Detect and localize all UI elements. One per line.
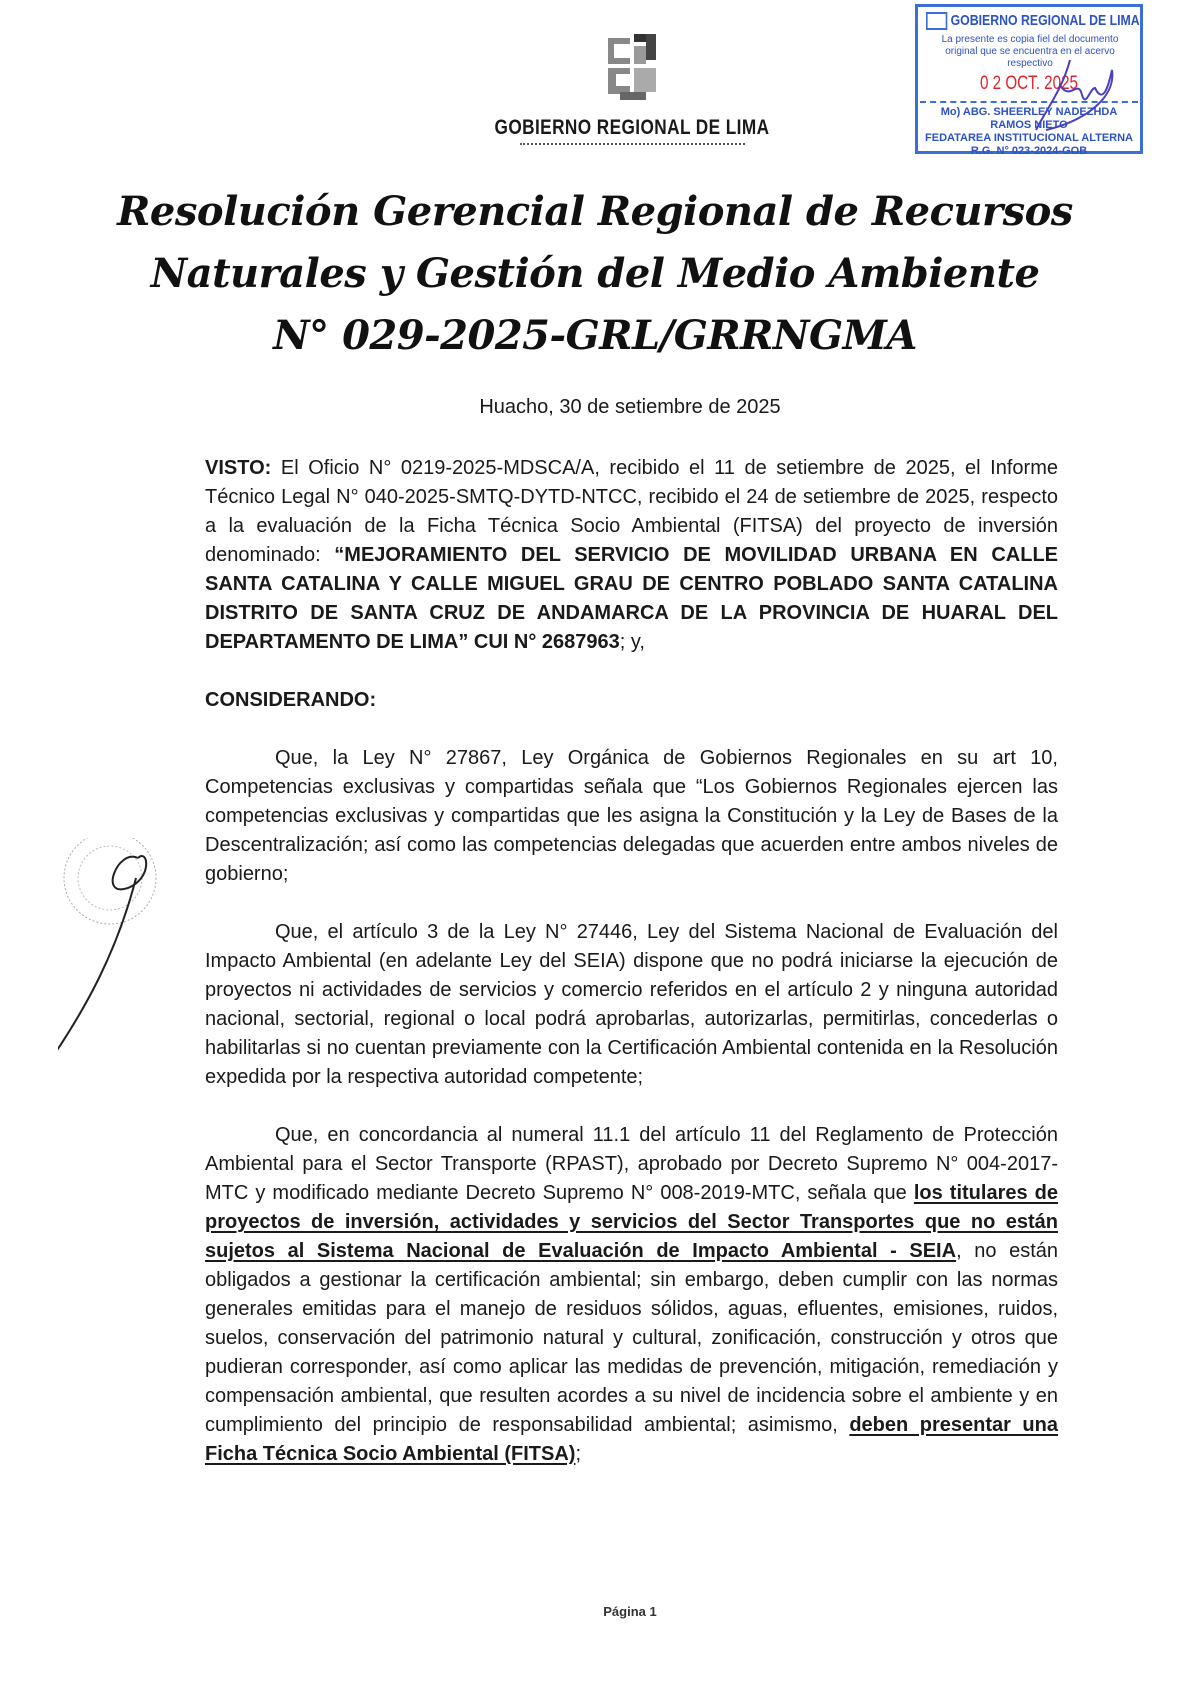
visto-text: El Oficio N° 0219-2025-MDSCA/A, recibido el 11 de setiembre de 2025, el Informe Técnico Legal N° 040-2025-SMTQ-DYTD-NTCC, recibido el 24 de setiembre de 2025, respecto a la evaluación de la Ficha Técnica Socio Ambiental (FITSA) del proyecto de inversión denominado: bbox=[205, 457, 1058, 566]
resolution-title-line2: Naturales y Gestión del Medio Ambiente bbox=[150, 250, 1040, 297]
p3-emphasis: los titulares de proyectos de inversión, actividades y servicios del Sector Transportes que no están sujetos al Sistema Nacional de Evaluación de Impacto Ambiental - SEIA bbox=[205, 1182, 1058, 1262]
visto-bueno-seal bbox=[58, 838, 178, 1078]
visto-end: ; y, bbox=[619, 631, 645, 653]
considerando-heading: CONSIDERANDO: bbox=[205, 689, 377, 711]
organization-name: GOBIERNO REGIONAL DE LIMA bbox=[494, 116, 770, 139]
document-date: Huacho, 30 de setiembre de 2025 bbox=[479, 396, 781, 418]
p3-text: , no están obligados a gestionar la certificación ambiental; sin embargo, deben cumplir con las normas generales emitidas para el manejo de residuos sólidos, aguas, efluentes, emisiones, ruidos, suelos, conservación del patrimonio natural y cultural, zonificación, construcción y otros que pudieran corresponder, así como aplicar las medidas de prevención, mitigación, remediación y compensación ambiental, que resulten acordes a su nivel de incidencia sobre el ambiente y en cumplimiento del principio de responsabilidad ambiental; asimismo, bbox=[205, 1240, 1059, 1436]
document-body bbox=[205, 454, 1058, 1498]
divider bbox=[520, 143, 745, 145]
stamp-header bbox=[926, 12, 1140, 30]
p3-text: ; bbox=[575, 1443, 581, 1465]
paragraph-3 bbox=[205, 1121, 1058, 1469]
p3-emphasis: deben presentar una Ficha Técnica Socio Ambiental (FITSA) bbox=[205, 1414, 1058, 1465]
paragraph-1: Que, la Ley N° 27867, Ley Orgánica de Gobiernos Regionales en su art 10, Competencias exclusivas y compartidas señala que “Los Gobiernos Regionales ejercen las competencias exclusivas y compartidas que les asigna la Constitución y la Ley de Bases de la Descentralización; así como las competencias delegadas que acuerden entre ambos niveles de gobierno; bbox=[205, 747, 1058, 885]
stamp-signature bbox=[1010, 40, 1130, 140]
resolution-number: N° 029-2025-GRL/GRRNGMA bbox=[273, 312, 917, 359]
project-name: “MEJORAMIENTO DEL SERVICIO DE MOVILIDAD URBANA EN CALLE SANTA CATALINA Y CALLE MIGUEL GRAU DE CENTRO POBLADO SANTA CATALINA DISTRITO DE SANTA CRUZ DE ANDAMARCA DE LA PROVINCIA DE HUARAL DEL DEPARTAMENTO DE LIMA” CUI N° 2687963 bbox=[205, 544, 1059, 653]
resolution-title-line1: Resolución Gerencial Regional de Recursos bbox=[117, 188, 1073, 235]
logo-icon bbox=[926, 12, 947, 30]
gobierno-regional-lima-logo bbox=[600, 32, 666, 102]
p3-text: Que, en concordancia al numeral 11.1 del artículo 11 del Reglamento de Protección Ambiental para el Sector Transporte (RPAST), aprobado por Decreto Supremo N° 004-2017-MTC y modificado mediante Decreto Supremo N° 008-2019-MTC, señala que bbox=[205, 1124, 1058, 1204]
visto-label: VISTO: bbox=[205, 457, 272, 479]
stamp-date: 0 2 OCT. 2025 bbox=[979, 73, 1079, 94]
page-number: Página 1 bbox=[603, 1604, 657, 1619]
stamp-text: La presente es copia fiel del documento original que se encuentra en el acervo respectivo bbox=[941, 34, 1119, 69]
paragraph-2: Que, el artículo 3 de la Ley N° 27446, Ley del Sistema Nacional de Evaluación del Impacto Ambiental (en adelante Ley del SEIA) dispone que no podrá iniciarse la ejecución de proyectos ni actividades de servicios y comercio referidos en el artículo 2 y ninguna autoridad nacional, sectorial, regional o local podrá aprobarlas, autorizarlas, permitirlas, concederlas o habilitarlas si no cuentan previamente con la Certificación Ambiental contenida en la Resolución expedida por la respectiva autoridad competente; bbox=[205, 921, 1058, 1088]
stamp-role: FEDATAREA INSTITUCIONAL ALTERNA bbox=[925, 132, 1133, 144]
stamp-org: GOBIERNO REGIONAL DE LIMA bbox=[950, 12, 1140, 29]
stamp-resolution: R.G. N° 023-2024-GOB bbox=[970, 145, 1088, 157]
stamp-name: Mo) ABG. SHEERLEY NADEZHDA RAMOS NIETO bbox=[940, 106, 1118, 131]
visto-paragraph bbox=[205, 454, 1058, 657]
